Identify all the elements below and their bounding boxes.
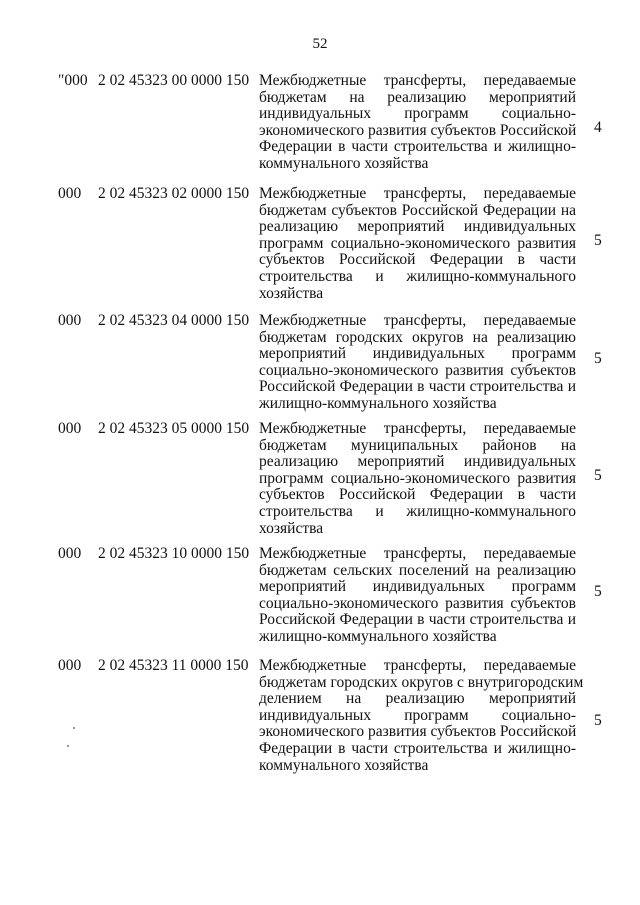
allocation-norm: 5 — [594, 232, 602, 249]
income-name — [259, 421, 576, 537]
income-name-line: Российской Федерации в части строительства и — [259, 378, 576, 396]
income-name-line: социально-экономического развития субъектов — [259, 361, 576, 379]
income-name-line: реализацию мероприятий индивидуальных — [259, 218, 576, 236]
income-name-line: жилищно-коммунального хозяйства — [259, 627, 497, 645]
scan-speck — [73, 727, 75, 729]
admin-code: 000 — [58, 420, 82, 437]
income-name-line: бюджетам субъектов Российской Федерации на — [259, 201, 576, 219]
income-name-line: экономического развития субъектов Российской — [259, 723, 577, 741]
allocation-norm: 5 — [594, 583, 602, 600]
budget-classification-code: 2 02 45323 04 0000 150 — [98, 312, 250, 329]
income-name-line: субъектов Российской Федерации в части — [259, 486, 576, 504]
income-name-line: мероприятий индивидуальных программ — [259, 578, 576, 596]
income-name-line: субъектов Российской Федерации в части — [259, 251, 576, 269]
income-name-line: Межбюджетные трансферты, передаваемые — [259, 185, 576, 202]
income-name-line: Федерации в части строительства и жилищно- — [259, 739, 576, 757]
income-name — [259, 186, 576, 302]
income-name-line: бюджетам на реализацию мероприятий — [259, 88, 576, 106]
income-name-line: Межбюджетные трансферты, передаваемые — [259, 312, 576, 329]
income-name — [259, 546, 576, 646]
budget-classification-code: 2 02 45323 10 0000 150 — [98, 545, 250, 562]
budget-classification-code: 2 02 45323 11 0000 150 — [98, 657, 249, 674]
income-name-line: бюджетам муниципальных районов на — [259, 436, 576, 454]
income-name-line: жилищно-коммунального хозяйства — [259, 394, 497, 412]
income-name-line: хозяйства — [259, 519, 324, 537]
scan-speck — [67, 745, 69, 747]
income-name-line: бюджетам сельских поселений на реализацию — [259, 561, 576, 579]
allocation-norm: 5 — [594, 712, 602, 729]
income-name-line: программ социально-экономического развития — [259, 234, 576, 252]
income-name-line: строительства и жилищно-коммунального — [259, 267, 576, 285]
income-name-line: индивидуальных программ социально- — [259, 706, 576, 724]
allocation-norm: 4 — [594, 119, 602, 136]
admin-code: 000 — [58, 185, 82, 202]
income-name-line: строительства и жилищно-коммунального — [259, 502, 576, 520]
page-number: 52 — [312, 36, 328, 52]
income-name-line: Федерации в части строительства и жилищно- — [259, 138, 576, 156]
allocation-norm: 5 — [594, 350, 602, 367]
income-name-line: бюджетам городских округов с внутригородским — [259, 673, 584, 691]
income-name — [259, 657, 584, 774]
budget-classification-code: 2 02 45323 05 0000 150 — [98, 420, 250, 437]
income-name-line: мероприятий индивидуальных программ — [259, 345, 576, 363]
admin-code: 000 — [58, 657, 82, 674]
income-name-line: Межбюджетные трансферты, передаваемые — [259, 545, 576, 562]
income-name — [259, 313, 576, 413]
budget-classification-code: 2 02 45323 00 0000 150 — [98, 72, 250, 89]
income-name-line: Российской Федерации в части строительства и — [259, 611, 576, 629]
admin-code: "000 — [58, 72, 88, 89]
income-name-line: бюджетам городских округов на реализацию — [259, 328, 576, 346]
income-name-line: Межбюджетные трансферты, передаваемые — [259, 72, 576, 89]
income-name-line: программ социально-экономического развития — [259, 469, 576, 487]
income-name-line: экономического развития субъектов Российской — [259, 121, 577, 139]
admin-code: 000 — [58, 312, 82, 329]
allocation-norm: 5 — [594, 467, 602, 484]
income-name — [259, 73, 576, 173]
income-name-line: реализацию мероприятий индивидуальных — [259, 453, 576, 471]
income-name-line: коммунального хозяйства — [259, 756, 429, 774]
admin-code: 000 — [58, 545, 82, 562]
income-name-line: хозяйства — [259, 284, 324, 302]
income-name-line: социально-экономического развития субъектов — [259, 594, 576, 612]
income-name-line: коммунального хозяйства — [259, 154, 429, 172]
income-name-line: Межбюджетные трансферты, передаваемые — [259, 420, 576, 437]
income-name-line: Межбюджетные трансферты, передаваемые — [259, 657, 576, 674]
income-name-line: делением на реализацию мероприятий — [259, 690, 576, 708]
income-name-line: индивидуальных программ социально- — [259, 105, 576, 123]
budget-classification-code: 2 02 45323 02 0000 150 — [98, 185, 250, 202]
